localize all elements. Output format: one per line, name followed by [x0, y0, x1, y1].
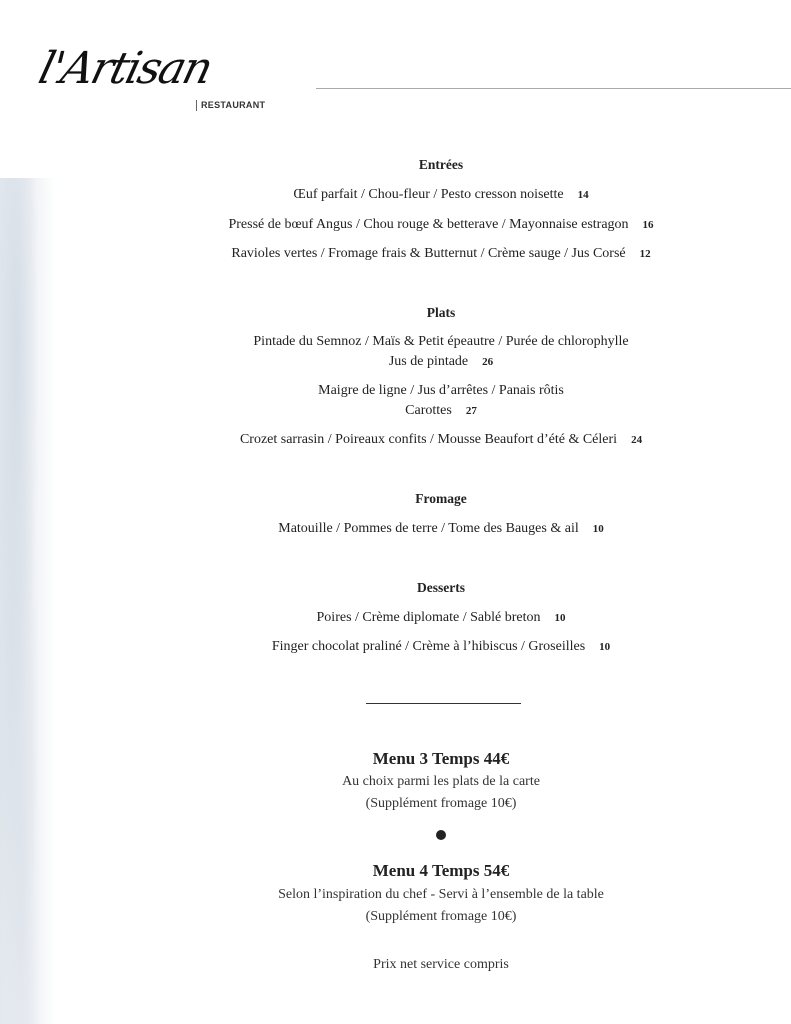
item-text: Jus de pintade — [388, 354, 469, 369]
item-price: 26 — [482, 356, 494, 368]
menu-4-description: Selon l’inspiration du chef - Servi à l’ensemble de la table — [278, 887, 604, 902]
item-price: 10 — [554, 612, 566, 624]
restaurant-logo — [33, 43, 296, 134]
item-text: Matouille / Pommes de terre / Tome des Bauges & ail — [278, 521, 579, 536]
menu-item — [141, 431, 741, 449]
menu-item — [141, 245, 741, 263]
bullet-separator — [436, 830, 446, 840]
item-price: 16 — [642, 219, 654, 231]
item-text: Pressé de bœuf Angus / Chou rouge & betterave / Mayonnaise estragon — [228, 217, 629, 232]
menu-item — [141, 638, 741, 656]
section-title-entrees: Entrées — [418, 157, 464, 172]
item-price: 10 — [599, 641, 611, 653]
menu-item — [141, 216, 741, 234]
menu-4-title: Menu 4 Temps 54€ — [372, 861, 510, 880]
item-price: 10 — [592, 523, 604, 535]
item-text: Maigre de ligne / Jus d’arrêtes / Panais rôtis — [318, 383, 564, 398]
item-text: Poires / Crème diplomate / Sablé breton — [316, 610, 541, 625]
watercolor-decoration — [0, 178, 56, 1024]
logo-script: l'Artisan — [33, 43, 217, 94]
section-title-plats: Plats — [426, 305, 456, 320]
item-text: Ravioles vertes / Fromage frais & Butternut / Crème sauge / Jus Corsé — [231, 246, 626, 261]
item-text: Finger chocolat praliné / Crème à l’hibiscus / Groseilles — [271, 639, 586, 654]
item-text: Œuf parfait / Chou-fleur / Pesto cresson noisette — [293, 187, 564, 202]
item-price: 24 — [631, 434, 643, 446]
section-divider — [366, 703, 521, 704]
menu-item — [141, 402, 741, 420]
menu-item — [141, 609, 741, 627]
menu-3-title: Menu 3 Temps 44€ — [372, 749, 510, 768]
menu-item — [141, 520, 741, 538]
menu-3-note: (Supplément fromage 10€) — [365, 796, 517, 811]
menu-3-description: Au choix parmi les plats de la carte — [342, 774, 540, 789]
item-price: 12 — [639, 248, 651, 260]
menu-4-note: (Supplément fromage 10€) — [365, 909, 517, 924]
header-divider — [316, 88, 791, 89]
item-text: Carottes — [405, 403, 452, 418]
menu-item — [141, 186, 741, 204]
item-text: Crozet sarrasin / Poireaux confits / Mousse Beaufort d’été & Céleri — [239, 432, 618, 447]
item-text: Pintade du Semnoz / Maïs & Petit épeautre / Purée de chlorophylle — [253, 334, 629, 349]
menu-item — [141, 353, 741, 371]
item-price: 27 — [465, 405, 477, 417]
section-title-desserts: Desserts — [417, 580, 465, 595]
section-title-fromage: Fromage — [415, 491, 467, 506]
logo-subtitle: RESTAURANT — [196, 100, 265, 111]
item-price: 14 — [577, 189, 589, 201]
footer-note: Prix net service compris — [373, 957, 509, 972]
